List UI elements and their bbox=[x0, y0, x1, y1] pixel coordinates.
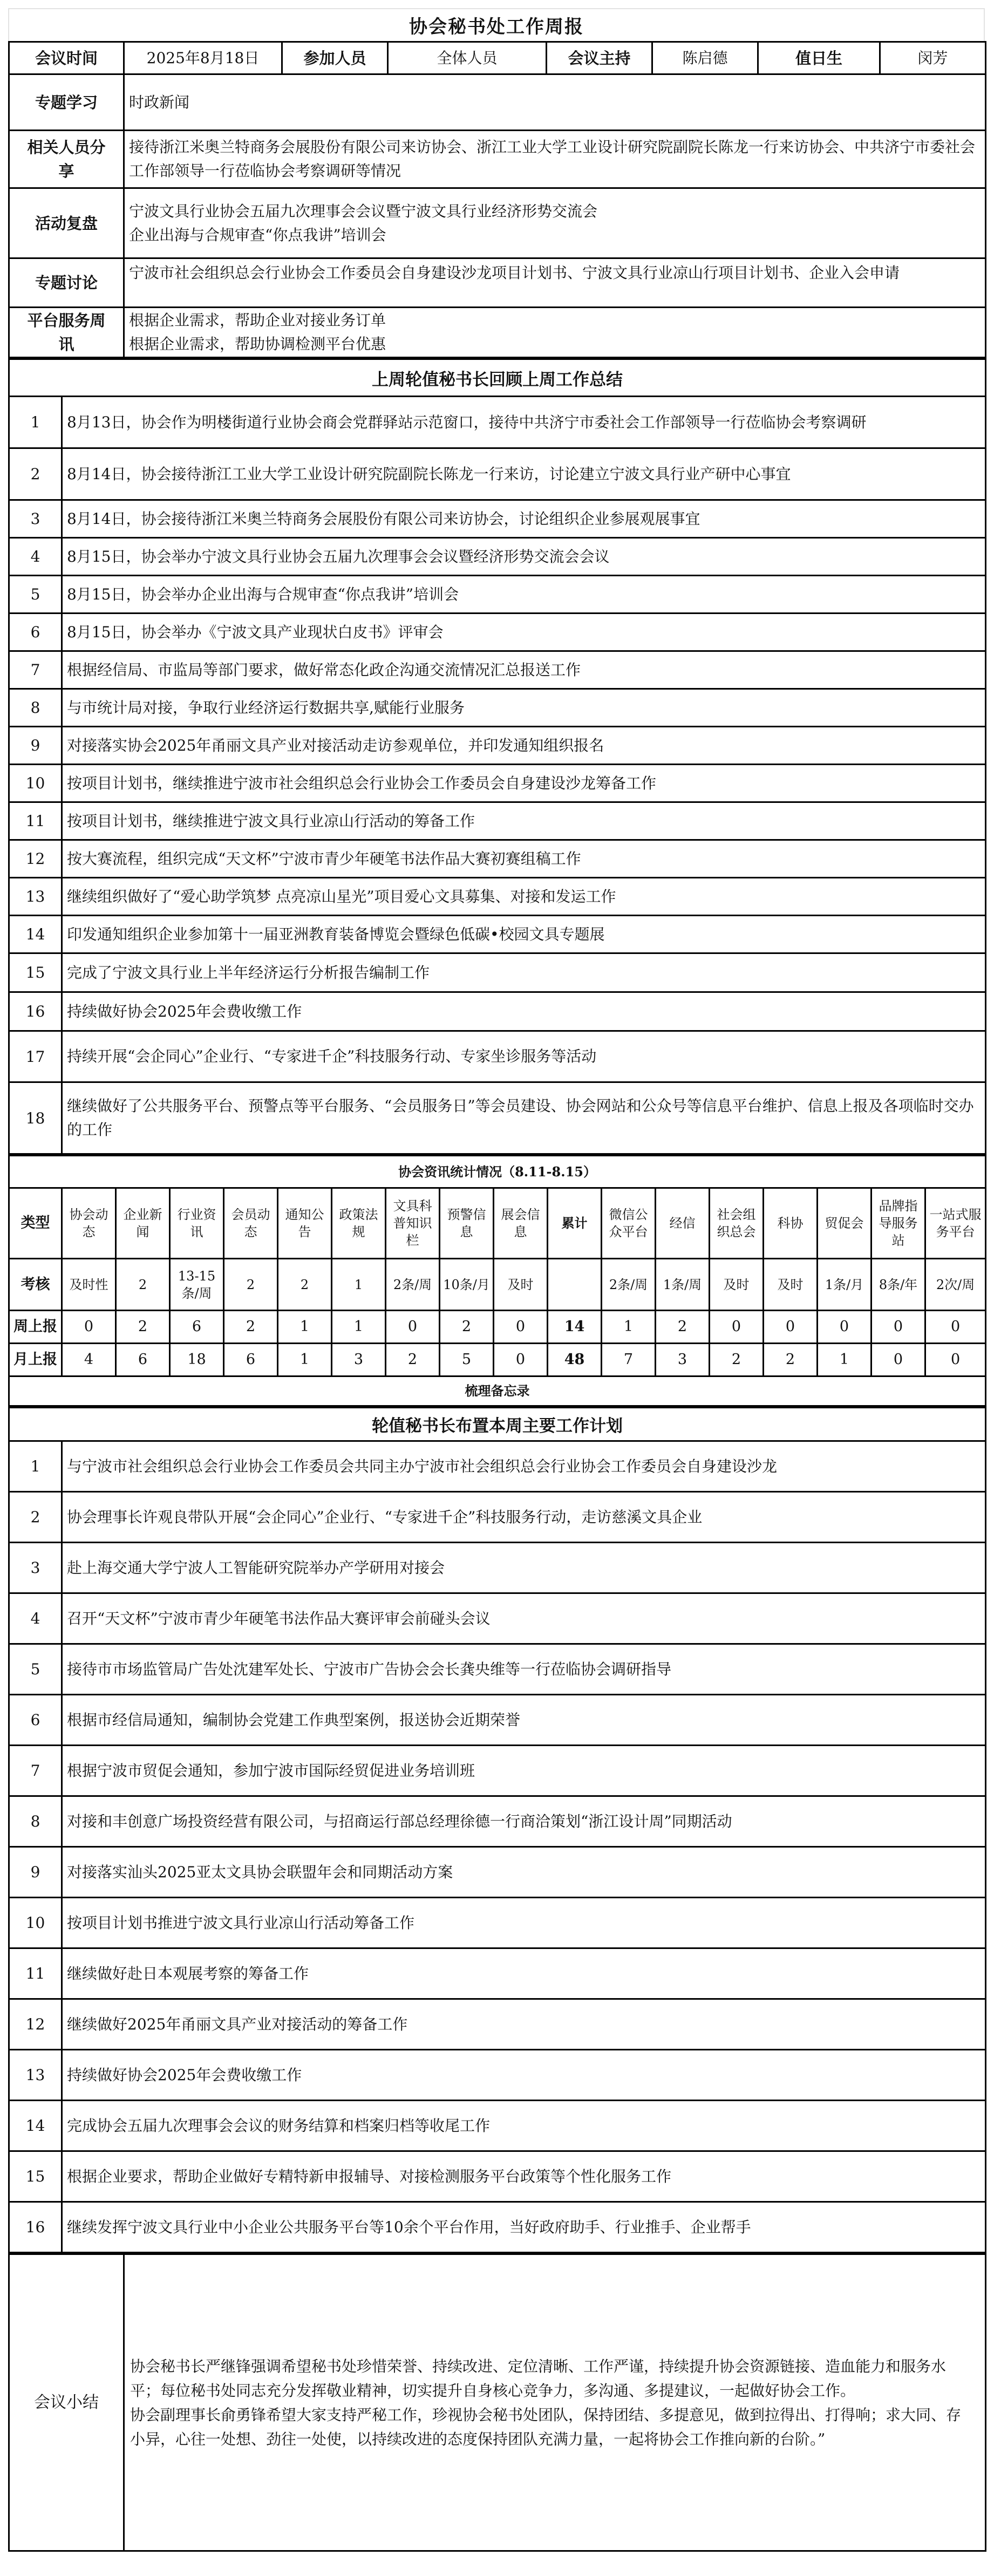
stats-cell: 3 bbox=[332, 1344, 386, 1376]
item-number: 4 bbox=[9, 538, 62, 576]
stats-cell: 2 bbox=[278, 1259, 332, 1311]
info-row-discussion bbox=[9, 258, 986, 308]
weekly-report-sheet bbox=[8, 8, 985, 2552]
stats-column-header: 品牌指导服务站 bbox=[872, 1188, 925, 1259]
item-text: 8月13日，协会作为明楼街道行业协会商会党群驿站示范窗口，接待中共济宁市委社会工作部领导一行莅临协会考察调研 bbox=[62, 397, 986, 448]
stats-cell: 48 bbox=[548, 1344, 602, 1376]
item-number: 10 bbox=[9, 765, 62, 802]
stats-cell: 及时性 bbox=[62, 1259, 116, 1311]
item-number: 5 bbox=[9, 1644, 62, 1695]
stats-column-header: 通知公告 bbox=[278, 1188, 332, 1259]
stats-cell: 0 bbox=[872, 1344, 925, 1376]
stats-cell: 5 bbox=[440, 1344, 494, 1376]
item-text: 继续做好了公共服务平台、预警点等平台服务、“会员服务日”等会员建设、协会网站和公众号等信息平台维护、信息上报及各项临时交办的工作 bbox=[62, 1082, 986, 1154]
attendees-label: 参加人员 bbox=[282, 42, 388, 74]
this-week-item bbox=[9, 1746, 986, 1796]
stats-cell: 2条/周 bbox=[386, 1259, 440, 1311]
memo-heading: 梳理备忘录 bbox=[9, 1376, 986, 1406]
item-text: 赴上海交通大学宁波人工智能研究院举办产学研用对接会 bbox=[62, 1543, 986, 1593]
item-text: 按大赛流程，组织完成“天文杯”宁波市青少年硬笔书法作品大赛初赛组稿工作 bbox=[62, 840, 986, 878]
item-number: 6 bbox=[9, 614, 62, 651]
stats-cell: 6 bbox=[170, 1311, 224, 1344]
stats-cell: 2 bbox=[710, 1344, 764, 1376]
this-week-item bbox=[9, 1492, 986, 1543]
stats-cell: 1 bbox=[602, 1311, 656, 1344]
stats-column-header: 预警信息 bbox=[440, 1188, 494, 1259]
item-text: 继续组织做好了“爱心助学筑梦 点亮凉山星光”项目爱心文具募集、对接和发运工作 bbox=[62, 878, 986, 916]
info-value: 时政新闻 bbox=[124, 74, 986, 131]
this-week-item bbox=[9, 1999, 986, 2050]
this-week-item bbox=[9, 1644, 986, 1695]
item-number: 18 bbox=[9, 1082, 62, 1154]
info-row-review bbox=[9, 188, 986, 258]
item-text: 按项目计划书，继续推进宁波市社会组织总会行业协会工作委员会自身建设沙龙筹备工作 bbox=[62, 765, 986, 802]
summary-label: 会议小结 bbox=[9, 2254, 124, 2551]
item-number: 9 bbox=[9, 727, 62, 765]
stats-column-header: 贸促会 bbox=[818, 1188, 872, 1259]
stats-cell: 0 bbox=[764, 1311, 818, 1344]
this-week-heading: 轮值秘书长布置本周主要工作计划 bbox=[9, 1408, 986, 1441]
summary-paragraph: 协会副理事长俞勇锋希望大家支持严秘工作，珍视协会秘书处团队，保持团结、多提意见，做到拉得出、打得响；求大同、存小异，心往一处想、劲往一处使，以持续改进的态度保持团队充满力量，一起将协会工作推向新的台阶。” bbox=[130, 2405, 962, 2448]
summary-paragraph: 协会秘书长严继锋强调希望秘书处珍惜荣誉、持续改进、定位清晰、工作严谨，持续提升协会资源链接、造血能力和服务水平；每位秘书处同志充分发挥敬业精神，切实提升自身核心竞争力，多沟通、多提建议，一起做好协会工作。 bbox=[130, 2357, 947, 2400]
stats-column-header: 经信 bbox=[656, 1188, 710, 1259]
meeting-time-label: 会议时间 bbox=[9, 42, 124, 74]
stats-row bbox=[9, 1259, 986, 1311]
item-number: 11 bbox=[9, 1948, 62, 1999]
item-text: 继续做好2025年甬丽文具产业对接活动的筹备工作 bbox=[62, 1999, 986, 2050]
stats-cell: 0 bbox=[710, 1311, 764, 1344]
last-week-item bbox=[9, 765, 986, 802]
meeting-time-value: 2025年8月18日 bbox=[124, 42, 282, 74]
meeting-info-table bbox=[8, 41, 986, 358]
stats-cell: 2 bbox=[116, 1311, 170, 1344]
stats-column-header: 文具科普知识栏 bbox=[386, 1188, 440, 1259]
stats-cell: 2 bbox=[656, 1311, 710, 1344]
stats-cell: 2 bbox=[764, 1344, 818, 1376]
this-week-item bbox=[9, 1441, 986, 1492]
info-label: 平台服务周讯 bbox=[9, 308, 124, 358]
stats-column-header: 科协 bbox=[764, 1188, 818, 1259]
item-text: 与市统计局对接，争取行业经济运行数据共享,赋能行业服务 bbox=[62, 689, 986, 727]
stats-cell: 及时 bbox=[494, 1259, 548, 1311]
this-week-item bbox=[9, 2202, 986, 2253]
item-number: 1 bbox=[9, 1441, 62, 1492]
last-week-item bbox=[9, 916, 986, 953]
info-value: 宁波市社会组织总会行业协会工作委员会自身建设沙龙项目计划书、宁波文具行业凉山行项目计划书、企业入会申请 bbox=[124, 258, 986, 308]
report-title: 协会秘书处工作周报 bbox=[8, 8, 985, 41]
last-week-item bbox=[9, 840, 986, 878]
stats-row-label: 周上报 bbox=[9, 1311, 62, 1344]
stats-cell: 2条/周 bbox=[602, 1259, 656, 1311]
info-row-platform bbox=[9, 308, 986, 358]
last-week-item bbox=[9, 1082, 986, 1154]
item-text: 召开“天文杯”宁波市青少年硬笔书法作品大赛评审会前碰头会议 bbox=[62, 1593, 986, 1644]
item-text: 继续做好赴日本观展考察的筹备工作 bbox=[62, 1948, 986, 1999]
stats-cell: 2 bbox=[116, 1259, 170, 1311]
stats-cell: 及时 bbox=[764, 1259, 818, 1311]
last-week-item bbox=[9, 878, 986, 916]
item-number: 10 bbox=[9, 1898, 62, 1948]
last-week-item bbox=[9, 953, 986, 992]
item-text: 根据市经信局通知，编制协会党建工作典型案例，报送协会近期荣誉 bbox=[62, 1695, 986, 1746]
stats-cell: 2 bbox=[440, 1311, 494, 1344]
host-value: 陈启德 bbox=[652, 42, 758, 74]
item-number: 9 bbox=[9, 1847, 62, 1898]
item-number: 3 bbox=[9, 1543, 62, 1593]
stats-cell: 1 bbox=[278, 1311, 332, 1344]
item-number: 12 bbox=[9, 1999, 62, 2050]
info-label: 相关人员分享 bbox=[9, 131, 124, 188]
item-text: 对接落实汕头2025亚太文具协会联盟年会和同期活动方案 bbox=[62, 1847, 986, 1898]
last-week-item bbox=[9, 614, 986, 651]
item-number: 14 bbox=[9, 916, 62, 953]
stats-cell: 2 bbox=[386, 1344, 440, 1376]
info-value: 根据企业需求，帮助企业对接业务订单 根据企业需求，帮助协调检测平台优惠 bbox=[124, 308, 986, 358]
item-text: 8月15日，协会举办企业出海与合规审查“你点我讲”培训会 bbox=[62, 576, 986, 614]
stats-cell: 14 bbox=[548, 1311, 602, 1344]
stats-column-header: 政策法规 bbox=[332, 1188, 386, 1259]
info-label: 专题学习 bbox=[9, 74, 124, 131]
item-number: 8 bbox=[9, 689, 62, 727]
info-label: 专题讨论 bbox=[9, 258, 124, 308]
item-text: 对接和丰创意广场投资经营有限公司，与招商运行部总经理徐德一行商洽策划“浙江设计周”同期活动 bbox=[62, 1796, 986, 1847]
stats-cell: 7 bbox=[602, 1344, 656, 1376]
this-week-item bbox=[9, 1593, 986, 1644]
stats-cell: 1 bbox=[278, 1344, 332, 1376]
item-text: 按项目计划书推进宁波文具行业凉山行活动筹备工作 bbox=[62, 1898, 986, 1948]
host-label: 会议主持 bbox=[547, 42, 652, 74]
this-week-item bbox=[9, 1898, 986, 1948]
stats-column-header: 微信公众平台 bbox=[602, 1188, 656, 1259]
stats-cell: 2 bbox=[224, 1311, 278, 1344]
item-text: 完成协会五届九次理事会会议的财务结算和档案归档等收尾工作 bbox=[62, 2101, 986, 2151]
item-number: 11 bbox=[9, 802, 62, 840]
stats-column-header: 展会信息 bbox=[494, 1188, 548, 1259]
last-week-heading: 上周轮值秘书长回顾上周工作总结 bbox=[9, 359, 986, 397]
item-text: 协会理事长许观良带队开展“会企同心”企业行、“专家进千企”科技服务行动，走访慈溪文具企业 bbox=[62, 1492, 986, 1543]
item-number: 4 bbox=[9, 1593, 62, 1644]
last-week-item bbox=[9, 448, 986, 500]
stats-cell: 0 bbox=[818, 1311, 872, 1344]
stats-table bbox=[8, 1155, 986, 1407]
stats-cell: 6 bbox=[116, 1344, 170, 1376]
stats-cell: 2 bbox=[224, 1259, 278, 1311]
last-week-item bbox=[9, 651, 986, 689]
stats-cell: 1条/月 bbox=[818, 1259, 872, 1311]
item-number: 13 bbox=[9, 2050, 62, 2101]
stats-cell: 13-15条/周 bbox=[170, 1259, 224, 1311]
item-text: 持续做好协会2025年会费收缴工作 bbox=[62, 2050, 986, 2101]
stats-column-header: 行业资讯 bbox=[170, 1188, 224, 1259]
this-week-item bbox=[9, 1543, 986, 1593]
item-text: 持续做好协会2025年会费收缴工作 bbox=[62, 992, 986, 1031]
item-text: 接待市市场监管局广告处沈建军处长、宁波市广告协会会长龚央维等一行莅临协会调研指导 bbox=[62, 1644, 986, 1695]
stats-cell: 1 bbox=[818, 1344, 872, 1376]
info-value: 宁波文具行业协会五届九次理事会会议暨宁波文具行业经济形势交流会 企业出海与合规审查“你点我讲”培训会 bbox=[124, 188, 986, 258]
stats-column-header: 社会组织总会 bbox=[710, 1188, 764, 1259]
item-text: 8月15日，协会举办《宁波文具产业现状白皮书》评审会 bbox=[62, 614, 986, 651]
last-week-table bbox=[8, 358, 986, 1155]
item-text: 8月15日，协会举办宁波文具行业协会五届九次理事会会议暨经济形势交流会会议 bbox=[62, 538, 986, 576]
item-number: 7 bbox=[9, 1746, 62, 1796]
stats-column-header: 协会动态 bbox=[62, 1188, 116, 1259]
item-number: 7 bbox=[9, 651, 62, 689]
item-text: 对接落实协会2025年甬丽文具产业对接活动走访参观单位，并印发通知组织报名 bbox=[62, 727, 986, 765]
stats-cell: 3 bbox=[656, 1344, 710, 1376]
stats-cell: 0 bbox=[872, 1311, 925, 1344]
this-week-item bbox=[9, 2151, 986, 2202]
stats-row-label: 考核 bbox=[9, 1259, 62, 1311]
item-text: 按项目计划书，继续推进宁波文具行业凉山行活动的筹备工作 bbox=[62, 802, 986, 840]
info-label: 活动复盘 bbox=[9, 188, 124, 258]
item-number: 15 bbox=[9, 2151, 62, 2202]
stats-column-header: 一站式服务平台 bbox=[925, 1188, 986, 1259]
last-week-item bbox=[9, 538, 986, 576]
summary-text bbox=[124, 2254, 986, 2551]
stats-cell: 2次/周 bbox=[925, 1259, 986, 1311]
item-number: 2 bbox=[9, 448, 62, 500]
stats-row-label: 月上报 bbox=[9, 1344, 62, 1376]
item-number: 16 bbox=[9, 2202, 62, 2253]
this-week-item bbox=[9, 1796, 986, 1847]
last-week-item bbox=[9, 802, 986, 840]
item-text: 持续开展“会企同心”企业行、“专家进千企”科技服务行动、专家坐诊服务等活动 bbox=[62, 1031, 986, 1082]
item-number: 17 bbox=[9, 1031, 62, 1082]
stats-cell: 0 bbox=[494, 1311, 548, 1344]
stats-column-header: 企业新闻 bbox=[116, 1188, 170, 1259]
stats-cell: 0 bbox=[925, 1311, 986, 1344]
stats-cell: 及时 bbox=[710, 1259, 764, 1311]
stats-cell: 6 bbox=[224, 1344, 278, 1376]
stats-cell: 10条/月 bbox=[440, 1259, 494, 1311]
item-text: 根据企业要求，帮助企业做好专精特新申报辅导、对接检测服务平台政策等个性化服务工作 bbox=[62, 2151, 986, 2202]
last-week-item bbox=[9, 397, 986, 448]
meeting-header-row bbox=[9, 42, 986, 74]
item-number: 3 bbox=[9, 500, 62, 538]
stats-cell: 18 bbox=[170, 1344, 224, 1376]
stats-cell: 8条/年 bbox=[872, 1259, 925, 1311]
stats-cell: 0 bbox=[925, 1344, 986, 1376]
summary-table bbox=[8, 2253, 986, 2552]
stats-cell: 1 bbox=[332, 1311, 386, 1344]
this-week-item bbox=[9, 2101, 986, 2151]
item-text: 印发通知组织企业参加第十一届亚洲教育装备博览会暨绿色低碳•校园文具专题展 bbox=[62, 916, 986, 953]
last-week-item bbox=[9, 576, 986, 614]
item-text: 8月14日，协会接待浙江工业大学工业设计研究院副院长陈龙一行来访，讨论建立宁波文具行业产研中心事宜 bbox=[62, 448, 986, 500]
stats-column-header: 会员动态 bbox=[224, 1188, 278, 1259]
last-week-item bbox=[9, 689, 986, 727]
item-number: 8 bbox=[9, 1796, 62, 1847]
last-week-item bbox=[9, 500, 986, 538]
item-text: 完成了宁波文具行业上半年经济运行分析报告编制工作 bbox=[62, 953, 986, 992]
item-number: 1 bbox=[9, 397, 62, 448]
info-row-sharing bbox=[9, 131, 986, 188]
item-text: 根据经信局、市监局等部门要求，做好常态化政企沟通交流情况汇总报送工作 bbox=[62, 651, 986, 689]
stats-cell: 1 bbox=[332, 1259, 386, 1311]
item-number: 13 bbox=[9, 878, 62, 916]
item-number: 5 bbox=[9, 576, 62, 614]
this-week-table bbox=[8, 1407, 986, 2253]
this-week-item bbox=[9, 1695, 986, 1746]
item-number: 14 bbox=[9, 2101, 62, 2151]
attendees-value: 全体人员 bbox=[388, 42, 547, 74]
stats-cell: 0 bbox=[494, 1344, 548, 1376]
item-text: 根据宁波市贸促会通知，参加宁波市国际经贸促进业务培训班 bbox=[62, 1746, 986, 1796]
item-number: 12 bbox=[9, 840, 62, 878]
last-week-item bbox=[9, 992, 986, 1031]
stats-row bbox=[9, 1344, 986, 1376]
item-text: 8月14日，协会接待浙江米奥兰特商务会展股份有限公司来访协会，讨论组织企业参展观展事宜 bbox=[62, 500, 986, 538]
stats-cell: 0 bbox=[386, 1311, 440, 1344]
this-week-item bbox=[9, 1847, 986, 1898]
info-value: 接待浙江米奥兰特商务会展股份有限公司来访协会、浙江工业大学工业设计研究院副院长陈龙一行来访协会、中共济宁市委社会工作部领导一行莅临协会考察调研等情况 bbox=[124, 131, 986, 188]
stats-column-header: 累计 bbox=[548, 1188, 602, 1259]
this-week-item bbox=[9, 2050, 986, 2101]
stats-type-label: 类型 bbox=[9, 1188, 62, 1259]
stats-cell: 0 bbox=[62, 1311, 116, 1344]
info-row-study bbox=[9, 74, 986, 131]
stats-row bbox=[9, 1311, 986, 1344]
duty-label: 值日生 bbox=[758, 42, 880, 74]
item-text: 继续发挥宁波文具行业中小企业公共服务平台等10余个平台作用，当好政府助手、行业推手、企业帮手 bbox=[62, 2202, 986, 2253]
stats-heading: 协会资讯统计情况（8.11-8.15） bbox=[9, 1156, 986, 1188]
last-week-item bbox=[9, 1031, 986, 1082]
stats-cell: 1条/周 bbox=[656, 1259, 710, 1311]
item-text: 与宁波市社会组织总会行业协会工作委员会共同主办宁波市社会组织总会行业协会工作委员会自身建设沙龙 bbox=[62, 1441, 986, 1492]
stats-cell bbox=[548, 1259, 602, 1311]
this-week-item bbox=[9, 1948, 986, 1999]
stats-header-row bbox=[9, 1188, 986, 1259]
item-number: 2 bbox=[9, 1492, 62, 1543]
stats-cell: 4 bbox=[62, 1344, 116, 1376]
item-number: 16 bbox=[9, 992, 62, 1031]
item-number: 6 bbox=[9, 1695, 62, 1746]
item-number: 15 bbox=[9, 953, 62, 992]
duty-value: 闵芳 bbox=[880, 42, 986, 74]
last-week-item bbox=[9, 727, 986, 765]
